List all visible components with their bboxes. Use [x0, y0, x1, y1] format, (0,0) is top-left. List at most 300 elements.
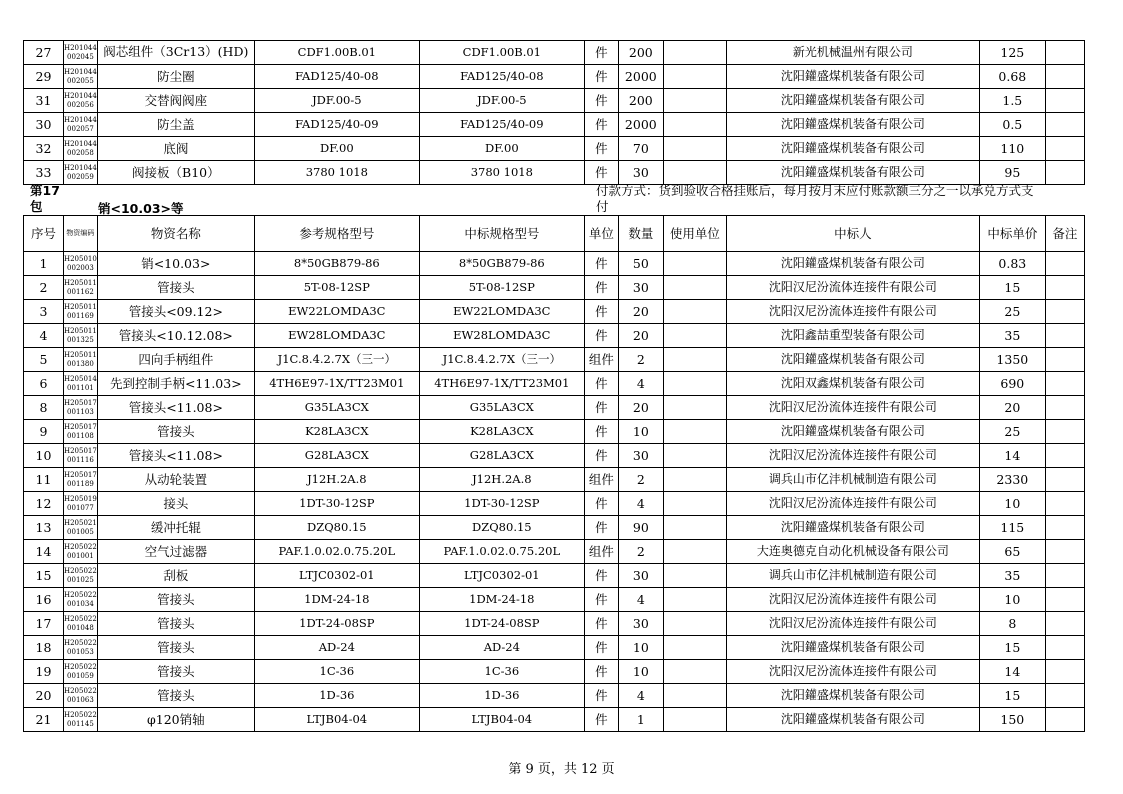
cell-bid-spec: 1DT-30-12SP [419, 492, 584, 516]
cell-qty: 2 [618, 468, 663, 492]
cell-winner: 新光机械温州有限公司 [726, 41, 979, 65]
table-row [24, 540, 1085, 564]
cell-user-unit [663, 612, 726, 636]
cell-name: 刮板 [97, 564, 254, 588]
cell-winner: 沈阳鑵盛煤机装备有限公司 [726, 252, 979, 276]
cell-code: H205022 001059 [64, 660, 98, 684]
cell-winner: 沈阳鑵盛煤机装备有限公司 [726, 89, 979, 113]
cell-bid-spec: 4TH6E97-1X/TT23M01 [419, 372, 584, 396]
cell-note [1045, 492, 1084, 516]
cell-code: H201044 002056 [64, 89, 98, 113]
cell-seq: 3 [24, 300, 64, 324]
bid-results-table [23, 215, 1085, 732]
table-row [24, 324, 1085, 348]
cell-price: 15 [979, 276, 1045, 300]
continued-items-table [23, 40, 1085, 185]
cell-ref-spec: CDF1.00B.01 [254, 41, 419, 65]
cell-unit: 件 [584, 161, 618, 185]
header-qty: 数量 [618, 216, 663, 252]
cell-qty: 4 [618, 684, 663, 708]
cell-qty: 4 [618, 588, 663, 612]
header-unit: 单位 [584, 216, 618, 252]
cell-note [1045, 89, 1084, 113]
cell-qty: 90 [618, 516, 663, 540]
cell-bid-spec: AD-24 [419, 636, 584, 660]
cell-winner: 沈阳鑵盛煤机装备有限公司 [726, 161, 979, 185]
cell-seq: 10 [24, 444, 64, 468]
cell-name: φ120销轴 [97, 708, 254, 732]
cell-name: 从动轮装置 [97, 468, 254, 492]
cell-qty: 4 [618, 372, 663, 396]
table-row [24, 564, 1085, 588]
cell-price: 2330 [979, 468, 1045, 492]
cell-unit: 组件 [584, 468, 618, 492]
cell-unit: 件 [584, 516, 618, 540]
cell-unit: 件 [584, 612, 618, 636]
cell-code: H205022 001048 [64, 612, 98, 636]
header-winner: 中标人 [726, 216, 979, 252]
cell-ref-spec: FAD125/40-08 [254, 65, 419, 89]
cell-name: 管接头 [97, 684, 254, 708]
cell-code: H205017 001103 [64, 396, 98, 420]
cell-name: 管接头 [97, 660, 254, 684]
cell-user-unit [663, 396, 726, 420]
cell-code: H205022 001001 [64, 540, 98, 564]
cell-price: 0.68 [979, 65, 1045, 89]
header-seq: 序号 [24, 216, 64, 252]
cell-code: H201044 002055 [64, 65, 98, 89]
cell-unit: 件 [584, 276, 618, 300]
table-row [24, 372, 1085, 396]
cell-winner: 沈阳汉尼汾流体连接件有限公司 [726, 588, 979, 612]
cell-name: 接头 [97, 492, 254, 516]
cell-price: 0.83 [979, 252, 1045, 276]
cell-price: 1350 [979, 348, 1045, 372]
table-row [24, 113, 1085, 137]
cell-name: 防尘盖 [97, 113, 254, 137]
cell-user-unit [663, 252, 726, 276]
cell-ref-spec: K28LA3CX [254, 420, 419, 444]
cell-bid-spec: CDF1.00B.01 [419, 41, 584, 65]
cell-user-unit [663, 564, 726, 588]
cell-winner: 沈阳鑵盛煤机装备有限公司 [726, 420, 979, 444]
cell-ref-spec: 1D-36 [254, 684, 419, 708]
cell-user-unit [663, 65, 726, 89]
cell-user-unit [663, 444, 726, 468]
cell-code: H205022 001145 [64, 708, 98, 732]
cell-ref-spec: EW28LOMDA3C [254, 324, 419, 348]
cell-price: 35 [979, 564, 1045, 588]
cell-note [1045, 468, 1084, 492]
cell-code: H205017 001116 [64, 444, 98, 468]
cell-code: H205022 001034 [64, 588, 98, 612]
cell-bid-spec: J1C.8.4.2.7X（三一） [419, 348, 584, 372]
table-row [24, 300, 1085, 324]
cell-code: H205017 001108 [64, 420, 98, 444]
cell-note [1045, 516, 1084, 540]
cell-price: 125 [979, 41, 1045, 65]
cell-price: 15 [979, 636, 1045, 660]
cell-seq: 17 [24, 612, 64, 636]
cell-winner: 沈阳汉尼汾流体连接件有限公司 [726, 300, 979, 324]
cell-winner: 沈阳汉尼汾流体连接件有限公司 [726, 612, 979, 636]
cell-ref-spec: G35LA3CX [254, 396, 419, 420]
cell-winner: 沈阳鑵盛煤机装备有限公司 [726, 684, 979, 708]
cell-user-unit [663, 516, 726, 540]
cell-bid-spec: 8*50GB879-86 [419, 252, 584, 276]
cell-winner: 调兵山市亿沣机械制造有限公司 [726, 564, 979, 588]
cell-winner: 沈阳鑵盛煤机装备有限公司 [726, 516, 979, 540]
cell-user-unit [663, 492, 726, 516]
cell-bid-spec: K28LA3CX [419, 420, 584, 444]
cell-price: 0.5 [979, 113, 1045, 137]
cell-unit: 件 [584, 660, 618, 684]
cell-user-unit [663, 137, 726, 161]
cell-seq: 20 [24, 684, 64, 708]
cell-note [1045, 348, 1084, 372]
table-row [24, 612, 1085, 636]
cell-seq: 13 [24, 516, 64, 540]
cell-winner: 沈阳汉尼汾流体连接件有限公司 [726, 276, 979, 300]
table-row [24, 276, 1085, 300]
cell-note [1045, 612, 1084, 636]
cell-code: H205014 001101 [64, 372, 98, 396]
cell-note [1045, 660, 1084, 684]
table-row [24, 420, 1085, 444]
cell-winner: 沈阳鑵盛煤机装备有限公司 [726, 708, 979, 732]
table-row [24, 41, 1085, 65]
cell-unit: 件 [584, 372, 618, 396]
cell-unit: 件 [584, 564, 618, 588]
cell-bid-spec: PAF.1.0.02.0.75.20L [419, 540, 584, 564]
cell-ref-spec: JDF.00-5 [254, 89, 419, 113]
cell-seq: 18 [24, 636, 64, 660]
cell-qty: 2 [618, 540, 663, 564]
cell-user-unit [663, 41, 726, 65]
cell-user-unit [663, 276, 726, 300]
cell-note [1045, 636, 1084, 660]
cell-ref-spec: J1C.8.4.2.7X（三一） [254, 348, 419, 372]
cell-ref-spec: 1DT-24-08SP [254, 612, 419, 636]
cell-price: 690 [979, 372, 1045, 396]
cell-qty: 30 [618, 564, 663, 588]
cell-ref-spec: 3780 1018 [254, 161, 419, 185]
cell-qty: 20 [618, 300, 663, 324]
cell-code: H205010 002003 [64, 252, 98, 276]
table-row [24, 65, 1085, 89]
cell-ref-spec: 1DM-24-18 [254, 588, 419, 612]
table-row [24, 396, 1085, 420]
cell-note [1045, 324, 1084, 348]
cell-price: 1.5 [979, 89, 1045, 113]
cell-unit: 件 [584, 300, 618, 324]
cell-price: 110 [979, 137, 1045, 161]
table-row [24, 444, 1085, 468]
cell-note [1045, 588, 1084, 612]
cell-qty: 20 [618, 396, 663, 420]
cell-seq: 9 [24, 420, 64, 444]
cell-price: 65 [979, 540, 1045, 564]
cell-user-unit [663, 300, 726, 324]
cell-ref-spec: FAD125/40-09 [254, 113, 419, 137]
cell-seq: 31 [24, 89, 64, 113]
cell-winner: 沈阳鑵盛煤机装备有限公司 [726, 636, 979, 660]
cell-bid-spec: FAD125/40-08 [419, 65, 584, 89]
package-number-line1: 第17 [30, 183, 60, 198]
cell-price: 35 [979, 324, 1045, 348]
cell-bid-spec: EW22LOMDA3C [419, 300, 584, 324]
cell-code: H205011 001325 [64, 324, 98, 348]
cell-bid-spec: 1DT-24-08SP [419, 612, 584, 636]
cell-unit: 件 [584, 708, 618, 732]
cell-qty: 10 [618, 636, 663, 660]
cell-bid-spec: 3780 1018 [419, 161, 584, 185]
cell-bid-spec: G28LA3CX [419, 444, 584, 468]
table-row [24, 636, 1085, 660]
cell-seq: 21 [24, 708, 64, 732]
cell-unit: 件 [584, 137, 618, 161]
cell-user-unit [663, 113, 726, 137]
cell-bid-spec: EW28LOMDA3C [419, 324, 584, 348]
cell-price: 14 [979, 444, 1045, 468]
cell-unit: 件 [584, 65, 618, 89]
cell-seq: 11 [24, 468, 64, 492]
cell-bid-spec: J12H.2A.8 [419, 468, 584, 492]
cell-bid-spec: LTJB04-04 [419, 708, 584, 732]
cell-name: 管接头 [97, 636, 254, 660]
header-price: 中标单价 [979, 216, 1045, 252]
cell-qty: 200 [618, 89, 663, 113]
cell-seq: 1 [24, 252, 64, 276]
cell-note [1045, 252, 1084, 276]
cell-user-unit [663, 89, 726, 113]
table-row [24, 660, 1085, 684]
package-number-line2: 包 [30, 199, 43, 214]
page-footer: 第 9 页，共 12 页 [508, 762, 615, 777]
cell-winner: 沈阳汉尼汾流体连接件有限公司 [726, 660, 979, 684]
cell-code: H205019 001077 [64, 492, 98, 516]
cell-unit: 件 [584, 420, 618, 444]
cell-user-unit [663, 420, 726, 444]
cell-user-unit [663, 684, 726, 708]
cell-price: 8 [979, 612, 1045, 636]
cell-ref-spec: J12H.2A.8 [254, 468, 419, 492]
cell-unit: 组件 [584, 348, 618, 372]
cell-ref-spec: LTJC0302-01 [254, 564, 419, 588]
cell-note [1045, 420, 1084, 444]
cell-seq: 2 [24, 276, 64, 300]
cell-qty: 30 [618, 612, 663, 636]
cell-winner: 沈阳鑵盛煤机装备有限公司 [726, 65, 979, 89]
cell-name: 阀芯组件（3Cr13）(HD) [97, 41, 254, 65]
cell-winner: 调兵山市亿沣机械制造有限公司 [726, 468, 979, 492]
cell-qty: 20 [618, 324, 663, 348]
table-row [24, 348, 1085, 372]
cell-name: 底阀 [97, 137, 254, 161]
cell-ref-spec: DF.00 [254, 137, 419, 161]
table-row [24, 468, 1085, 492]
cell-winner: 沈阳鑫喆重型装备有限公司 [726, 324, 979, 348]
table-header-row [24, 216, 1085, 252]
cell-qty: 2 [618, 348, 663, 372]
cell-winner: 沈阳双鑫煤机装备有限公司 [726, 372, 979, 396]
cell-code: H201044 002045 [64, 41, 98, 65]
cell-unit: 件 [584, 588, 618, 612]
cell-note [1045, 161, 1084, 185]
cell-price: 25 [979, 420, 1045, 444]
package-number-label [30, 183, 60, 215]
cell-note [1045, 65, 1084, 89]
cell-name: 管接头 [97, 612, 254, 636]
cell-price: 150 [979, 708, 1045, 732]
table-row [24, 137, 1085, 161]
cell-winner: 沈阳汉尼汾流体连接件有限公司 [726, 444, 979, 468]
cell-code: H201044 002059 [64, 161, 98, 185]
cell-code: H201044 002057 [64, 113, 98, 137]
table-row [24, 588, 1085, 612]
header-note: 备注 [1045, 216, 1084, 252]
cell-code: H205022 001025 [64, 564, 98, 588]
cell-qty: 10 [618, 660, 663, 684]
cell-user-unit [663, 660, 726, 684]
cell-ref-spec: AD-24 [254, 636, 419, 660]
cell-unit: 组件 [584, 540, 618, 564]
cell-price: 10 [979, 588, 1045, 612]
cell-name: 管接头<11.08> [97, 444, 254, 468]
header-ref-spec: 参考规格型号 [254, 216, 419, 252]
cell-seq: 16 [24, 588, 64, 612]
cell-qty: 30 [618, 444, 663, 468]
cell-seq: 6 [24, 372, 64, 396]
cell-unit: 件 [584, 41, 618, 65]
cell-user-unit [663, 348, 726, 372]
cell-note [1045, 708, 1084, 732]
cell-name: 阀接板（B10） [97, 161, 254, 185]
cell-name: 空气过滤器 [97, 540, 254, 564]
cell-seq: 29 [24, 65, 64, 89]
cell-seq: 5 [24, 348, 64, 372]
cell-price: 20 [979, 396, 1045, 420]
cell-bid-spec: LTJC0302-01 [419, 564, 584, 588]
cell-note [1045, 300, 1084, 324]
cell-price: 10 [979, 492, 1045, 516]
cell-ref-spec: 4TH6E97-1X/TT23M01 [254, 372, 419, 396]
cell-ref-spec: 1C-36 [254, 660, 419, 684]
cell-seq: 33 [24, 161, 64, 185]
cell-bid-spec: DZQ80.15 [419, 516, 584, 540]
cell-name: 防尘圈 [97, 65, 254, 89]
cell-bid-spec: 1D-36 [419, 684, 584, 708]
payment-terms: 付款方式：货到验收合格挂账后，每月按月末应付账款额三分之一以承兑方式支付 [596, 183, 1034, 214]
cell-qty: 2000 [618, 113, 663, 137]
cell-note [1045, 137, 1084, 161]
cell-note [1045, 113, 1084, 137]
cell-user-unit [663, 588, 726, 612]
cell-price: 14 [979, 660, 1045, 684]
cell-qty: 30 [618, 276, 663, 300]
cell-unit: 件 [584, 252, 618, 276]
cell-bid-spec: 5T-08-12SP [419, 276, 584, 300]
cell-code: H201044 002058 [64, 137, 98, 161]
cell-winner: 沈阳汉尼汾流体连接件有限公司 [726, 492, 979, 516]
cell-unit: 件 [584, 89, 618, 113]
cell-note [1045, 41, 1084, 65]
cell-note [1045, 564, 1084, 588]
cell-winner: 沈阳鑵盛煤机装备有限公司 [726, 113, 979, 137]
cell-name: 管接头 [97, 420, 254, 444]
header-bid-spec: 中标规格型号 [419, 216, 584, 252]
cell-qty: 70 [618, 137, 663, 161]
package-item-name: 销<10.03>等 [98, 201, 184, 216]
cell-seq: 14 [24, 540, 64, 564]
table-row [24, 516, 1085, 540]
cell-user-unit [663, 540, 726, 564]
table-row [24, 708, 1085, 732]
cell-name: 交替阀阀座 [97, 89, 254, 113]
cell-seq: 19 [24, 660, 64, 684]
table-row [24, 684, 1085, 708]
cell-ref-spec: G28LA3CX [254, 444, 419, 468]
cell-qty: 50 [618, 252, 663, 276]
cell-price: 25 [979, 300, 1045, 324]
cell-code: H205022 001063 [64, 684, 98, 708]
cell-seq: 30 [24, 113, 64, 137]
cell-unit: 件 [584, 324, 618, 348]
header-code: 物资编码 [64, 216, 98, 252]
cell-seq: 32 [24, 137, 64, 161]
cell-unit: 件 [584, 113, 618, 137]
cell-user-unit [663, 636, 726, 660]
cell-note [1045, 444, 1084, 468]
cell-user-unit [663, 324, 726, 348]
cell-code: H205022 001053 [64, 636, 98, 660]
cell-ref-spec: LTJB04-04 [254, 708, 419, 732]
cell-winner: 沈阳鑵盛煤机装备有限公司 [726, 348, 979, 372]
cell-note [1045, 372, 1084, 396]
cell-bid-spec: 1C-36 [419, 660, 584, 684]
table-row [24, 252, 1085, 276]
header-name: 物资名称 [97, 216, 254, 252]
cell-ref-spec: PAF.1.0.02.0.75.20L [254, 540, 419, 564]
cell-name: 四向手柄组件 [97, 348, 254, 372]
cell-unit: 件 [584, 444, 618, 468]
cell-user-unit [663, 372, 726, 396]
cell-qty: 10 [618, 420, 663, 444]
cell-qty: 2000 [618, 65, 663, 89]
cell-price: 15 [979, 684, 1045, 708]
table-row [24, 161, 1085, 185]
header-user-unit: 使用单位 [663, 216, 726, 252]
cell-unit: 件 [584, 684, 618, 708]
cell-note [1045, 396, 1084, 420]
cell-note [1045, 276, 1084, 300]
cell-bid-spec: DF.00 [419, 137, 584, 161]
cell-user-unit [663, 708, 726, 732]
cell-name: 管接头<10.12.08> [97, 324, 254, 348]
cell-user-unit [663, 468, 726, 492]
cell-bid-spec: FAD125/40-09 [419, 113, 584, 137]
cell-name: 先到控制手柄<11.03> [97, 372, 254, 396]
cell-qty: 1 [618, 708, 663, 732]
cell-ref-spec: 5T-08-12SP [254, 276, 419, 300]
table-row [24, 89, 1085, 113]
cell-name: 管接头<11.08> [97, 396, 254, 420]
cell-bid-spec: JDF.00-5 [419, 89, 584, 113]
cell-bid-spec: 1DM-24-18 [419, 588, 584, 612]
cell-qty: 200 [618, 41, 663, 65]
cell-name: 销<10.03> [97, 252, 254, 276]
cell-price: 95 [979, 161, 1045, 185]
